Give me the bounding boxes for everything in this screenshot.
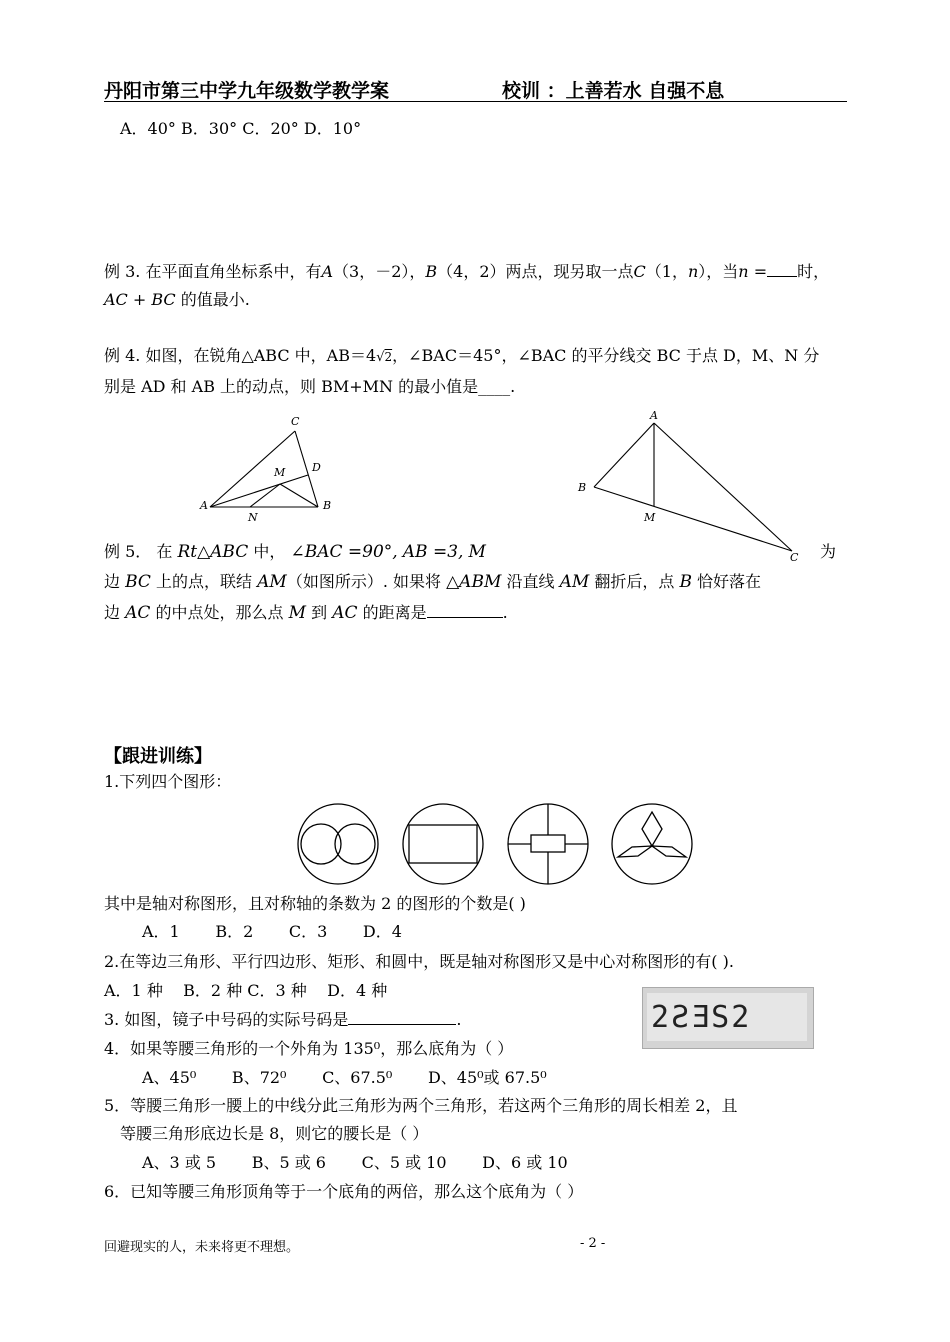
fig5-label-b: B [578,481,587,494]
practice-title: 【跟进训练】 [104,746,212,767]
practice-q1-choices: A．1 B．2 C．3 D．4 [142,922,402,941]
fig5-label-c: C [790,551,799,564]
fig4-label-d: D [312,461,321,474]
mirror-number-image [642,987,814,1049]
practice-q5-line-1: 5．等腰三角形一腰上的中线分此三角形为两个三角形，若这两个三角形的周长相差 2，且 [104,1096,738,1115]
figure-3-cross [508,804,588,884]
practice-q2: 2.在等边三角形、平行四边形、矩形、和圆中，既是轴对称图形又是中心对称图形的有( ). [104,952,734,971]
example-5-line-2: 边 BC 上的点，联结 AM（如图所示）. 如果将 △ABM 沿直线 AM 翻折后，点 B 恰好落在 [104,572,762,592]
fig4-label-a: A [200,499,208,512]
footer-page-number: - 2 - [580,1236,606,1251]
example-5-line-1-end: 为 [820,542,837,561]
practice-q5-line-2: 等腰三角形底边长是 8，则它的腰长是（ ） [120,1124,429,1143]
practice-q4-choices: A、45⁰ B、72⁰ C、67.5⁰ D、45⁰或 67.5⁰ [142,1068,547,1087]
figure-4-three-diamonds [612,804,692,884]
example-4-line-2: 别是 AD 和 AB 上的动点，则 BM+MN 的最小值是____. [104,377,516,396]
prev-choices: A．40° B．30° C．20° D．10° [120,119,362,138]
example-4-figure [190,408,340,528]
fig4-label-m: M [274,466,286,479]
mirror-number-text: 2ƧƎS2 [651,1000,752,1035]
header-motto: 校训 ：上善若水 自强不息 [502,80,725,102]
practice-q3: 3. 如图，镜子中号码的实际号码是 . [104,1010,462,1029]
fig5-label-a: A [650,409,658,422]
fig4-label-b: B [323,499,332,512]
fig4-label-c: C [291,415,300,428]
example-4-line-1: 例 4. 如图，在锐角△ABC 中，AB＝4√2，∠BAC＝45°，∠BAC 的平分线交 BC 于点 D，M、N 分 [104,346,820,365]
example-5-figure [570,405,810,565]
example-3-line-2: AC + BC 的值最小. [104,290,250,309]
footer-motto: 回避现实的人，未来将更不理想。 [104,1240,300,1255]
fig5-label-m: M [644,511,656,524]
practice-q5-choices: A、3 或 5 B、5 或 6 C、5 或 10 D、6 或 10 [142,1153,568,1172]
practice-q1: 1.下列四个图形： [104,772,232,791]
practice-q2-choices: A．1 种 B．2 种 C．3 种 D．4 种 [104,981,388,1000]
example-3-line-1: 例 3. 在平面直角坐标系中，有A（3，－2），B（4，2）两点，现另取一点C（1，n），当n = 时， [104,262,830,281]
header-school: 丹阳市第三中学九年级数学教学案 [104,80,390,102]
example-5-line-1: 例 5． 在 Rt△ABC 中， ∠BAC =90°, AB =3, M [104,542,486,562]
fig4-label-n: N [248,511,258,524]
practice-q1-question: 其中是轴对称图形，且对称轴的条数为 2 的图形的个数是( ) [104,894,526,913]
figure-2-rectangle [403,804,483,884]
practice-q4: 4．如果等腰三角形的一个外角为 135⁰，那么底角为（ ） [104,1039,514,1058]
example-5-line-3: 边 AC 的中点处，那么点 M 到 AC 的距离是 . [104,603,508,623]
figure-1-two-circles [298,804,378,884]
symmetry-figures [295,800,700,890]
header-rule [104,101,847,102]
practice-q6: 6．已知等腰三角形顶角等于一个底角的两倍，那么这个底角为（ ） [104,1182,584,1201]
